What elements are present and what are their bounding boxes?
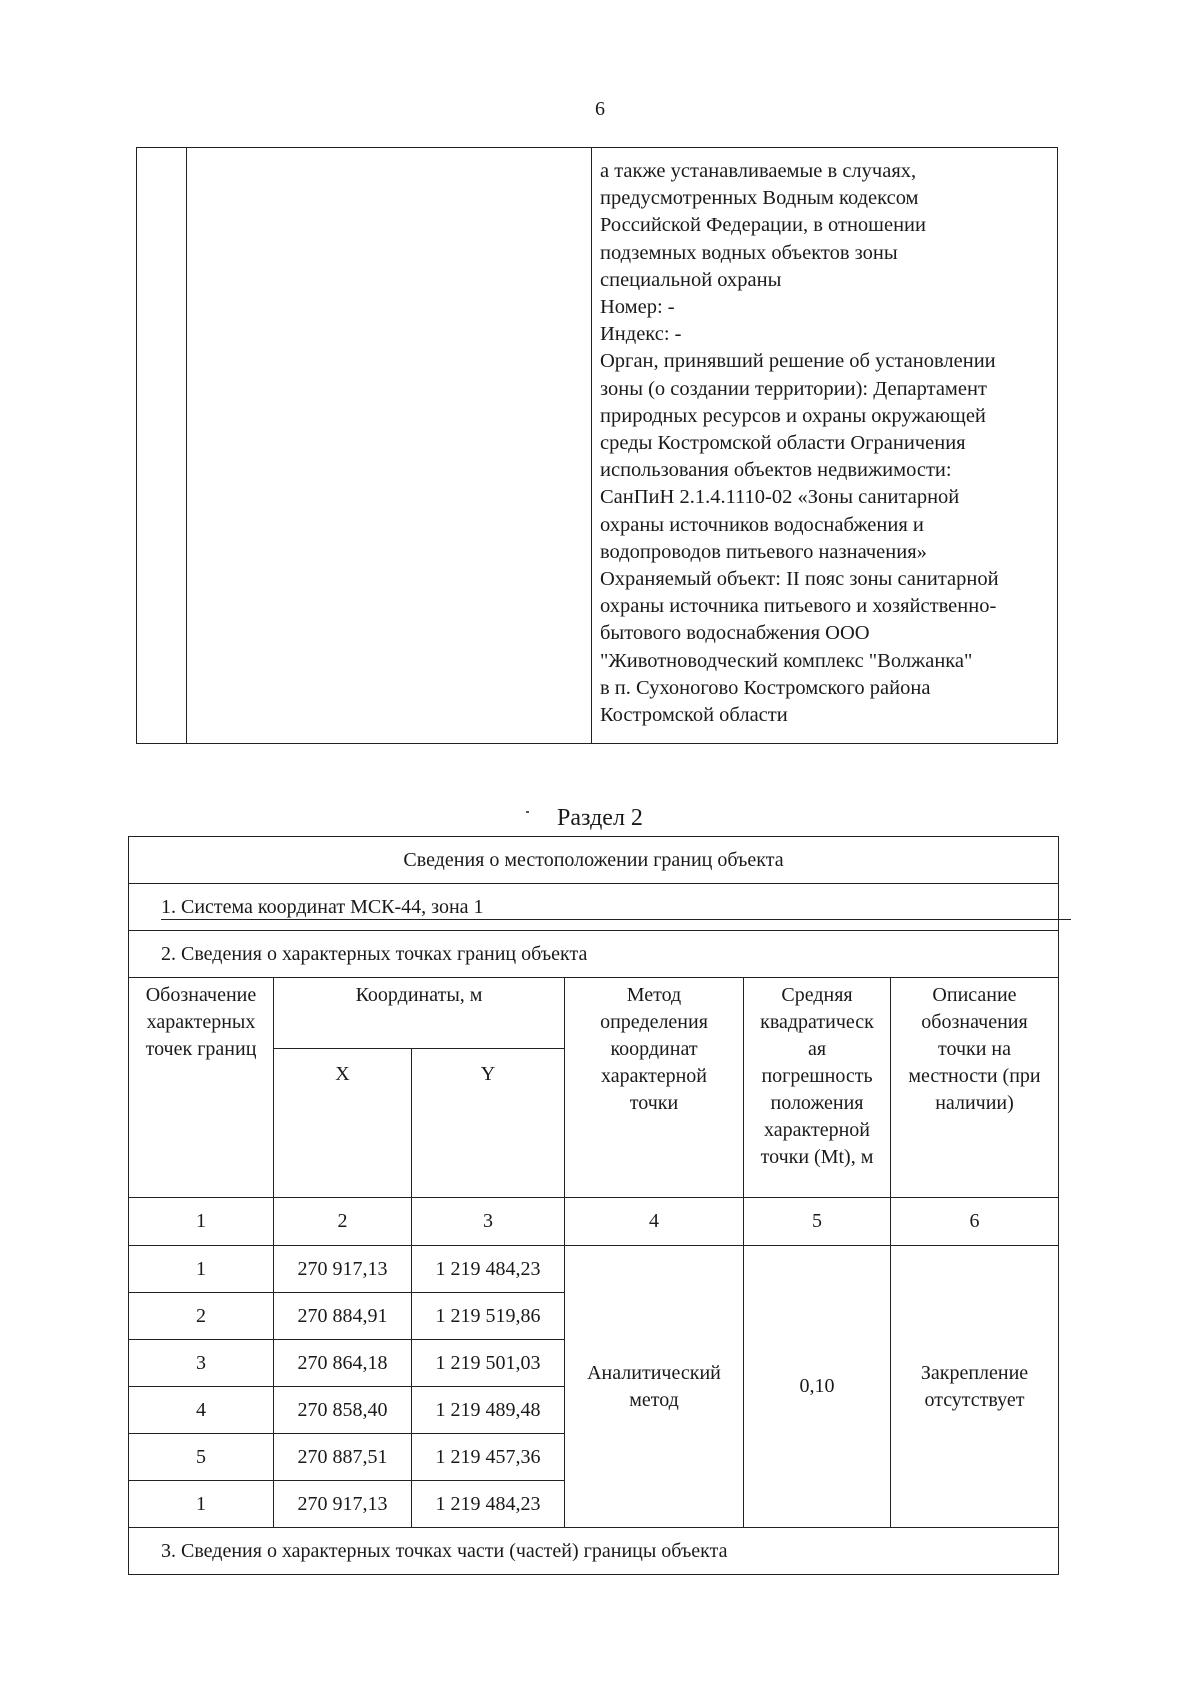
coordinate-system-row <box>129 884 1059 931</box>
header-line: погрешность <box>761 1065 873 1087</box>
point-id: 1 <box>129 1481 274 1528</box>
header-line: точки на <box>937 1038 1012 1060</box>
description-line: предусмотренных Водным кодексом <box>600 187 919 210</box>
header-designation <box>129 978 274 1198</box>
description-line: бытового водоснабжения ООО <box>600 622 870 645</box>
header-line: Средняя <box>781 984 853 1006</box>
header-line: характерных <box>146 1011 256 1033</box>
coordinate-x: 270 884,91 <box>274 1293 412 1340</box>
description-line: охраны источника питьевого и хозяйственно- <box>600 595 997 618</box>
header-x: X <box>274 1049 412 1198</box>
coordinate-x: 270 864,18 <box>274 1340 412 1387</box>
coordinate-x: 270 917,13 <box>274 1246 412 1293</box>
coordinate-y: 1 219 484,23 <box>412 1246 565 1293</box>
column-number: 1 <box>129 1198 274 1246</box>
column-number: 6 <box>891 1198 1059 1246</box>
coordinate-x: 270 887,51 <box>274 1434 412 1481</box>
table-title: Сведения о местоположении границ объекта <box>129 837 1059 884</box>
description-line: среды Костромской области Ограничения <box>600 432 966 455</box>
header-line: Обозначение <box>145 984 257 1006</box>
header-line: точки (Mt), м <box>760 1146 874 1168</box>
section-title: Раздел 2 <box>557 805 643 831</box>
method-line: Аналитический <box>587 1361 721 1384</box>
coordinate-y: 1 219 501,03 <box>412 1340 565 1387</box>
header-error <box>744 978 891 1198</box>
description-line: СанПиН 2.1.4.1110-02 «Зоны санитарной <box>600 486 960 509</box>
column-number: 5 <box>744 1198 891 1246</box>
points-heading: 2. Сведения о характерных точках границ объекта <box>129 931 1059 978</box>
method-line: метод <box>629 1388 679 1411</box>
coordinate-y: 1 219 489,48 <box>412 1387 565 1434</box>
coordinate-y: 1 219 484,23 <box>412 1481 565 1528</box>
description-line: охраны источников водоснабжения и <box>600 513 924 536</box>
header-line: характерной <box>601 1065 707 1087</box>
point-id: 5 <box>129 1434 274 1481</box>
header-line: характерной <box>764 1119 870 1141</box>
header-line: обозначения <box>921 1011 1028 1033</box>
coordinate-system-label: 1. Система координат <box>161 895 351 918</box>
header-line: местности (при <box>908 1065 1041 1087</box>
parts-heading: 3. Сведения о характерных точках части (частей) границы объекта <box>129 1528 1059 1575</box>
header-line: ая <box>807 1038 827 1060</box>
header-line: определения <box>600 1011 708 1033</box>
description-line: а также устанавливаемые в случаях, <box>600 160 917 182</box>
point-id: 3 <box>129 1340 274 1387</box>
method-cell <box>565 1246 744 1528</box>
description-line: подземных водных объектов зоны <box>600 241 898 264</box>
table-column-divider <box>186 148 187 743</box>
column-number: 2 <box>274 1198 412 1246</box>
description-cell <box>891 1246 1059 1528</box>
header-y: Y <box>412 1049 565 1198</box>
header-method <box>565 978 744 1198</box>
description-line: водопроводов питьевого назначения» <box>600 540 927 563</box>
header-line: квадратическ <box>760 1011 874 1033</box>
header-line: Описание <box>932 984 1017 1006</box>
error-cell: 0,10 <box>744 1246 891 1528</box>
description-line: Охраняемый объект: II пояс зоны санитарной <box>600 568 999 591</box>
point-id: 4 <box>129 1387 274 1434</box>
coordinate-x: 270 858,40 <box>274 1387 412 1434</box>
header-description <box>891 978 1059 1198</box>
zone-description <box>600 158 1056 729</box>
continuation-table <box>136 147 1058 744</box>
description-line: природных ресурсов и охраны окружающей <box>600 404 986 427</box>
point-id: 2 <box>129 1293 274 1340</box>
point-id: 1 <box>129 1246 274 1293</box>
description-line: Орган, принявший решение об установлении <box>600 350 996 373</box>
header-line: наличии) <box>935 1092 1014 1114</box>
header-coordinates: Координаты, м <box>274 978 565 1049</box>
description-line: "Животноводческий комплекс "Волжанка" <box>600 649 973 672</box>
page-number: 6 <box>595 98 605 120</box>
header-line: координат <box>610 1038 698 1060</box>
description-line: в п. Сухоногово Костромского района <box>600 676 931 699</box>
coordinate-y: 1 219 457,36 <box>412 1434 565 1481</box>
description-line: специальной охраны <box>600 268 782 291</box>
header-line: точек границ <box>145 1038 257 1060</box>
coordinate-y: 1 219 519,86 <box>412 1293 565 1340</box>
description-value-line: отсутствует <box>924 1388 1025 1411</box>
column-number: 3 <box>412 1198 565 1246</box>
description-line: Индекс: - <box>600 323 682 346</box>
header-line: точки <box>629 1092 679 1114</box>
coordinate-x: 270 917,13 <box>274 1481 412 1528</box>
description-line: Номер: - <box>600 296 675 319</box>
table-row <box>129 1246 1059 1293</box>
boundary-points-table <box>128 836 1059 1575</box>
description-line: зоны (о создании территории): Департамент <box>600 377 987 400</box>
coordinate-system-value: МСК-44, зона 1 <box>350 895 484 918</box>
description-line: использования объектов недвижимости: <box>600 459 952 482</box>
description-line: Костромской области <box>600 704 788 727</box>
header-line: положения <box>770 1092 864 1114</box>
description-line: Российской Федерации, в отношении <box>600 214 926 237</box>
coordinate-system-line <box>161 895 1071 920</box>
column-number: 4 <box>565 1198 744 1246</box>
header-line: Метод <box>626 984 682 1006</box>
description-value-line: Закрепление <box>920 1361 1029 1384</box>
table-column-divider <box>591 148 592 743</box>
